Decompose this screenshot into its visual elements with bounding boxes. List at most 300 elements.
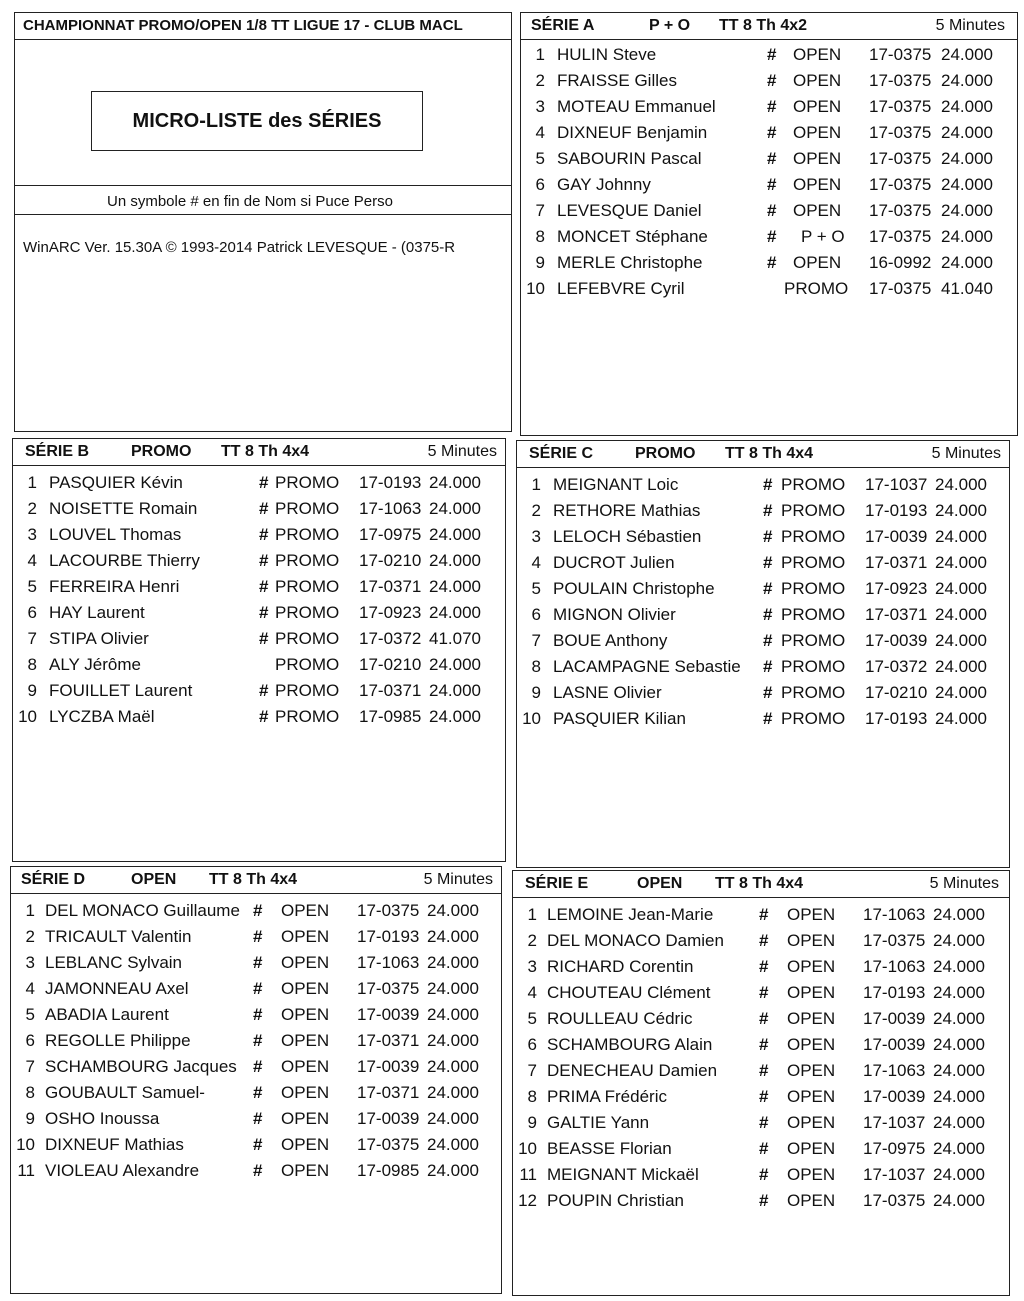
player-club: 17-0375 <box>869 123 932 142</box>
player-club: 17-0039 <box>865 631 928 650</box>
chip-symbol: # <box>253 1135 263 1154</box>
player-row <box>513 902 1009 928</box>
player-row <box>13 626 505 652</box>
row-number: 10 <box>518 1139 537 1158</box>
row-number: 3 <box>531 527 541 546</box>
player-points: 24.000 <box>935 579 987 598</box>
row-number: 3 <box>25 953 35 972</box>
player-club: 17-0039 <box>357 1057 420 1076</box>
series-duration: 5 Minutes <box>931 445 1001 462</box>
player-name: SABOURIN Pascal <box>557 149 702 168</box>
player-name: GOUBAULT Samuel- <box>45 1083 205 1102</box>
player-club: 17-0371 <box>359 681 422 700</box>
player-club: 17-0375 <box>357 1135 420 1154</box>
player-points: 24.000 <box>429 577 481 596</box>
player-points: 24.000 <box>941 149 993 168</box>
chip-symbol: # <box>759 1165 769 1184</box>
player-category: PROMO <box>781 553 846 572</box>
player-category: PROMO <box>275 681 340 700</box>
player-club: 17-0375 <box>869 97 932 116</box>
player-name: PASQUIER Kévin <box>49 473 183 492</box>
player-category: OPEN <box>281 927 330 946</box>
row-number: 10 <box>16 1135 35 1154</box>
player-club: 17-0372 <box>865 657 928 676</box>
player-club: 17-0371 <box>357 1031 420 1050</box>
player-club: 17-0375 <box>869 201 932 220</box>
player-category: OPEN <box>281 1161 330 1180</box>
player-category: PROMO <box>781 527 846 546</box>
player-club: 17-0039 <box>865 527 928 546</box>
chip-symbol: # <box>767 45 777 64</box>
chip-symbol: # <box>767 175 777 194</box>
micro-list-title-text: MICRO-LISTE des SÉRIES <box>132 109 382 132</box>
chip-symbol: # <box>259 473 269 492</box>
player-category: PROMO <box>275 707 340 726</box>
player-name: FOUILLET Laurent <box>49 681 193 700</box>
chip-symbol: # <box>259 681 269 700</box>
player-points: 41.040 <box>941 279 993 298</box>
player-points: 24.000 <box>429 603 481 622</box>
player-club: 17-1063 <box>863 1061 926 1080</box>
chip-symbol: # <box>763 553 773 572</box>
player-name: DENECHEAU Damien <box>547 1061 718 1080</box>
player-category: PROMO <box>781 501 846 520</box>
row-number: 2 <box>535 71 545 90</box>
row-number: 4 <box>531 553 541 572</box>
player-category: PROMO <box>275 525 340 544</box>
chip-symbol: # <box>259 577 269 596</box>
series-name: SÉRIE B <box>25 443 90 460</box>
player-points: 24.000 <box>429 707 481 726</box>
player-row <box>11 924 501 950</box>
player-name: LYCZBA Maël <box>49 707 155 726</box>
series-name: SÉRIE A <box>531 17 595 34</box>
player-row <box>11 1132 501 1158</box>
chip-symbol: # <box>767 97 777 116</box>
series-rows <box>13 470 505 730</box>
player-name: POUPIN Christian <box>547 1191 684 1210</box>
row-number: 5 <box>531 579 541 598</box>
player-category: P + O <box>801 227 845 246</box>
player-category: OPEN <box>787 1191 836 1210</box>
row-number: 10 <box>18 707 37 726</box>
player-row <box>13 574 505 600</box>
championship-title <box>15 13 511 40</box>
player-row <box>13 522 505 548</box>
chip-symbol: # <box>259 551 269 570</box>
series-a-box <box>520 12 1018 436</box>
note-text: Un symbole # en fin de Nom si Puce Perso <box>107 193 393 210</box>
player-name: ALY Jérôme <box>49 655 141 674</box>
player-points: 24.000 <box>941 175 993 194</box>
row-number: 8 <box>527 1087 537 1106</box>
player-club: 17-0372 <box>359 629 422 648</box>
player-club: 17-0985 <box>359 707 422 726</box>
player-club: 17-0371 <box>865 605 928 624</box>
player-category: OPEN <box>787 1061 836 1080</box>
chip-symbol: # <box>259 525 269 544</box>
player-points: 24.000 <box>429 655 481 674</box>
player-row <box>517 628 1009 654</box>
row-number: 11 <box>519 1165 537 1184</box>
series-type: PROMO <box>131 443 192 460</box>
player-points: 24.000 <box>933 1165 985 1184</box>
chip-symbol: # <box>253 1109 263 1128</box>
player-category: OPEN <box>787 905 836 924</box>
chip-symbol: # <box>759 1113 769 1132</box>
series-format: TT 8 Th 4x4 <box>725 445 814 462</box>
player-row <box>11 950 501 976</box>
chip-symbol: # <box>259 499 269 518</box>
player-row <box>517 602 1009 628</box>
row-number: 8 <box>531 657 541 676</box>
player-points: 24.000 <box>933 957 985 976</box>
row-number: 3 <box>27 525 37 544</box>
chip-symbol: # <box>767 71 777 90</box>
player-row <box>513 928 1009 954</box>
player-category: OPEN <box>281 1109 330 1128</box>
chip-symbol: # <box>763 501 773 520</box>
player-points: 24.000 <box>935 527 987 546</box>
player-name: HULIN Steve <box>557 45 657 64</box>
chip-symbol: # <box>259 603 269 622</box>
player-row <box>517 706 1009 732</box>
player-category: PROMO <box>784 279 849 298</box>
chip-symbol: # <box>253 1057 263 1076</box>
player-points: 24.000 <box>933 1087 985 1106</box>
player-club: 17-0375 <box>869 175 932 194</box>
player-club: 17-0039 <box>357 1109 420 1128</box>
player-points: 24.000 <box>933 1061 985 1080</box>
player-club: 17-0039 <box>863 1035 926 1054</box>
chip-symbol: # <box>767 253 777 272</box>
row-number: 7 <box>531 631 541 650</box>
player-name: LACOURBE Thierry <box>49 551 200 570</box>
player-club: 17-0193 <box>865 709 928 728</box>
player-category: OPEN <box>281 979 330 998</box>
row-number: 9 <box>25 1109 35 1128</box>
series-rows <box>11 898 501 1184</box>
row-number: 10 <box>522 709 541 728</box>
row-number: 2 <box>531 501 541 520</box>
row-number: 6 <box>527 1035 537 1054</box>
player-row <box>521 224 1017 250</box>
chip-symbol: # <box>759 1061 769 1080</box>
player-club: 17-0375 <box>357 979 420 998</box>
player-name: PASQUIER Kilian <box>553 709 686 728</box>
row-number: 7 <box>25 1057 35 1076</box>
player-name: MIGNON Olivier <box>553 605 676 624</box>
player-row <box>11 1002 501 1028</box>
chip-symbol: # <box>767 227 777 246</box>
player-name: MEIGNANT Mickaël <box>547 1165 699 1184</box>
player-points: 24.000 <box>427 953 479 972</box>
player-category: OPEN <box>787 983 836 1002</box>
player-name: DEL MONACO Guillaume <box>45 901 240 920</box>
player-row <box>517 654 1009 680</box>
player-row <box>517 524 1009 550</box>
row-number: 8 <box>25 1083 35 1102</box>
player-row <box>11 1106 501 1132</box>
player-club: 17-1063 <box>359 499 422 518</box>
player-category: OPEN <box>281 1005 330 1024</box>
player-name: ABADIA Laurent <box>45 1005 169 1024</box>
player-club: 17-1063 <box>863 905 926 924</box>
row-number: 1 <box>25 901 35 920</box>
player-name: OSHO Inoussa <box>45 1109 160 1128</box>
row-number: 2 <box>25 927 35 946</box>
row-number: 11 <box>17 1161 35 1180</box>
player-points: 24.000 <box>933 1035 985 1054</box>
player-row <box>517 576 1009 602</box>
player-points: 24.000 <box>935 475 987 494</box>
chip-symbol: # <box>253 901 263 920</box>
player-points: 24.000 <box>933 983 985 1002</box>
chip-symbol: # <box>763 631 773 650</box>
player-name: RETHORE Mathias <box>553 501 701 520</box>
series-rows <box>521 42 1017 302</box>
player-points: 24.000 <box>427 1135 479 1154</box>
series-header <box>517 441 1009 468</box>
player-club: 17-0375 <box>869 149 932 168</box>
player-points: 24.000 <box>933 1139 985 1158</box>
player-row <box>521 172 1017 198</box>
version-text: WinARC Ver. 15.30A © 1993-2014 Patrick LEVESQUE - (0375-R <box>23 239 456 256</box>
row-number: 7 <box>527 1061 537 1080</box>
player-category: OPEN <box>787 1165 836 1184</box>
player-name: LELOCH Sébastien <box>553 527 702 546</box>
player-row <box>13 678 505 704</box>
player-name: LEBLANC Sylvain <box>45 953 183 972</box>
player-club: 17-0375 <box>869 279 932 298</box>
player-points: 24.000 <box>427 1083 479 1102</box>
player-row <box>11 976 501 1002</box>
player-name: REGOLLE Philippe <box>45 1031 191 1050</box>
player-name: FERREIRA Henri <box>49 577 180 596</box>
series-format: TT 8 Th 4x4 <box>715 875 804 892</box>
player-category: OPEN <box>793 253 842 272</box>
player-name: LEMOINE Jean-Marie <box>547 905 714 924</box>
player-category: PROMO <box>781 605 846 624</box>
player-club: 17-0371 <box>865 553 928 572</box>
series-type: P + O <box>649 17 691 34</box>
player-category: OPEN <box>793 71 842 90</box>
player-points: 24.000 <box>941 71 993 90</box>
player-club: 17-0375 <box>357 901 420 920</box>
player-points: 24.000 <box>935 605 987 624</box>
player-points: 24.000 <box>935 683 987 702</box>
player-row <box>13 704 505 730</box>
player-points: 24.000 <box>935 501 987 520</box>
player-points: 24.000 <box>427 1109 479 1128</box>
player-club: 17-0375 <box>863 931 926 950</box>
player-name: STIPA Olivier <box>49 629 149 648</box>
player-club: 17-1037 <box>863 1113 926 1132</box>
player-row <box>521 42 1017 68</box>
player-category: OPEN <box>793 149 842 168</box>
player-points: 24.000 <box>941 253 993 272</box>
row-number: 9 <box>27 681 37 700</box>
player-category: PROMO <box>275 603 340 622</box>
player-row <box>513 1188 1009 1214</box>
chip-symbol: # <box>759 983 769 1002</box>
player-row <box>513 1136 1009 1162</box>
player-row <box>11 1054 501 1080</box>
player-club: 17-0039 <box>863 1087 926 1106</box>
chip-symbol: # <box>759 1191 769 1210</box>
chip-symbol: # <box>259 629 269 648</box>
player-points: 24.000 <box>429 681 481 700</box>
player-row <box>13 600 505 626</box>
row-number: 9 <box>527 1113 537 1132</box>
player-points: 24.000 <box>429 473 481 492</box>
player-club: 17-1063 <box>863 957 926 976</box>
player-name: NOISETTE Romain <box>49 499 198 518</box>
chip-symbol: # <box>767 149 777 168</box>
player-category: OPEN <box>281 901 330 920</box>
player-points: 24.000 <box>933 1191 985 1210</box>
divider <box>15 185 511 186</box>
player-row <box>13 548 505 574</box>
chip-symbol: # <box>763 527 773 546</box>
player-points: 24.000 <box>941 45 993 64</box>
player-club: 17-0193 <box>359 473 422 492</box>
player-name: FRAISSE Gilles <box>557 71 677 90</box>
series-d-box <box>10 866 502 1294</box>
row-number: 2 <box>527 931 537 950</box>
player-category: OPEN <box>787 1035 836 1054</box>
player-points: 24.000 <box>933 905 985 924</box>
row-number: 5 <box>535 149 545 168</box>
row-number: 8 <box>535 227 545 246</box>
chip-symbol: # <box>759 1009 769 1028</box>
player-club: 17-0975 <box>359 525 422 544</box>
player-name: DIXNEUF Benjamin <box>557 123 708 142</box>
player-points: 24.000 <box>935 657 987 676</box>
row-number: 7 <box>27 629 37 648</box>
player-points: 24.000 <box>941 201 993 220</box>
player-name: RICHARD Corentin <box>547 957 694 976</box>
player-club: 17-0375 <box>863 1191 926 1210</box>
player-club: 17-1063 <box>357 953 420 972</box>
player-name: SCHAMBOURG Jacques <box>45 1057 237 1076</box>
row-number: 2 <box>27 499 37 518</box>
player-category: OPEN <box>281 1031 330 1050</box>
series-header <box>13 439 505 466</box>
player-points: 24.000 <box>935 631 987 650</box>
player-category: PROMO <box>275 551 340 570</box>
player-name: MOTEAU Emmanuel <box>557 97 716 116</box>
player-points: 24.000 <box>941 123 993 142</box>
player-points: 24.000 <box>427 1161 479 1180</box>
chip-symbol: # <box>253 1161 263 1180</box>
player-row <box>517 472 1009 498</box>
player-name: LACAMPAGNE Sebastie <box>553 657 741 676</box>
player-row <box>513 954 1009 980</box>
chip-symbol: # <box>759 1139 769 1158</box>
player-club: 17-0193 <box>863 983 926 1002</box>
series-format: TT 8 Th 4x2 <box>719 17 808 34</box>
player-name: LOUVEL Thomas <box>49 525 182 544</box>
player-club: 17-0193 <box>865 501 928 520</box>
player-name: LEFEBVRE Cyril <box>557 279 685 298</box>
series-name: SÉRIE D <box>21 871 86 888</box>
player-row <box>517 550 1009 576</box>
player-points: 24.000 <box>935 709 987 728</box>
player-name: GAY Johnny <box>557 175 651 194</box>
player-club: 17-1037 <box>863 1165 926 1184</box>
player-category: OPEN <box>793 123 842 142</box>
player-club: 17-0371 <box>359 577 422 596</box>
player-points: 24.000 <box>427 979 479 998</box>
player-row <box>513 1058 1009 1084</box>
player-name: CHOUTEAU Clément <box>547 983 711 1002</box>
player-row <box>521 68 1017 94</box>
player-category: OPEN <box>787 1087 836 1106</box>
player-category: PROMO <box>275 499 340 518</box>
player-points: 24.000 <box>935 553 987 572</box>
player-name: JAMONNEAU Axel <box>45 979 189 998</box>
micro-list-title <box>91 91 423 151</box>
player-row <box>521 146 1017 172</box>
player-row <box>513 1110 1009 1136</box>
player-points: 24.000 <box>427 927 479 946</box>
player-club: 17-0923 <box>359 603 422 622</box>
player-category: OPEN <box>787 931 836 950</box>
player-category: OPEN <box>281 1083 330 1102</box>
chip-symbol: # <box>767 201 777 220</box>
row-number: 6 <box>25 1031 35 1050</box>
player-points: 24.000 <box>933 1009 985 1028</box>
series-type: OPEN <box>131 871 177 888</box>
player-club: 17-0039 <box>357 1005 420 1024</box>
row-number: 9 <box>531 683 541 702</box>
series-format: TT 8 Th 4x4 <box>209 871 298 888</box>
chip-symbol: # <box>253 979 263 998</box>
row-number: 1 <box>27 473 37 492</box>
player-name: ROULLEAU Cédric <box>547 1009 693 1028</box>
chip-symbol: # <box>759 931 769 950</box>
chip-symbol: # <box>759 1035 769 1054</box>
player-points: 24.000 <box>427 1031 479 1050</box>
row-number: 1 <box>535 45 545 64</box>
series-c-box <box>516 440 1010 868</box>
series-header <box>513 871 1009 898</box>
player-name: SCHAMBOURG Alain <box>547 1035 713 1054</box>
chip-symbol: # <box>763 579 773 598</box>
row-number: 7 <box>535 201 545 220</box>
row-number: 8 <box>27 655 37 674</box>
player-row <box>517 498 1009 524</box>
row-number: 12 <box>518 1191 537 1210</box>
player-club: 17-0375 <box>869 71 932 90</box>
series-duration: 5 Minutes <box>423 871 493 888</box>
row-number: 1 <box>531 475 541 494</box>
player-row <box>13 652 505 678</box>
chip-symbol: # <box>259 707 269 726</box>
player-club: 16-0992 <box>869 253 932 272</box>
championship-title-text: CHAMPIONNAT PROMO/OPEN 1/8 TT LIGUE 17 - CLUB MACL <box>23 17 463 34</box>
player-category: OPEN <box>793 175 842 194</box>
chip-symbol: # <box>763 683 773 702</box>
series-b-box <box>12 438 506 862</box>
chip-symbol: # <box>253 1083 263 1102</box>
player-category: PROMO <box>781 683 846 702</box>
chip-symbol: # <box>767 123 777 142</box>
player-points: 24.000 <box>941 227 993 246</box>
row-number: 3 <box>527 957 537 976</box>
player-name: GALTIE Yann <box>547 1113 650 1132</box>
